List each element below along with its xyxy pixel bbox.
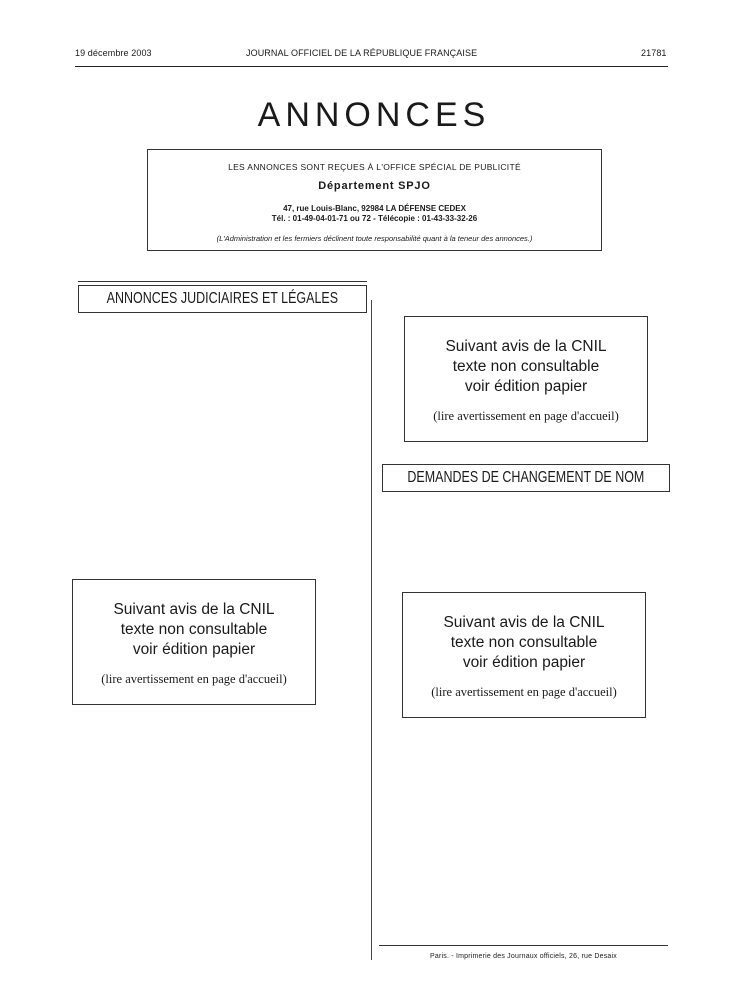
cnil-line1: Suivant avis de la CNIL bbox=[113, 601, 275, 618]
cnil-line1: Suivant avis de la CNIL bbox=[445, 338, 607, 355]
header-journal-title: JOURNAL OFFICIEL DE LA RÉPUBLIQUE FRANÇAISE bbox=[246, 48, 478, 58]
header-page-number: 21781 bbox=[641, 48, 667, 58]
info-line-disclaimer: (L'Administration et les fermiers déclinent toute responsabilité quant à la teneur des annonces.) bbox=[216, 234, 533, 243]
footer-rule bbox=[379, 945, 668, 946]
footer-imprint: Paris. - Imprimerie des Journaux officiels, 26, rue Desaix bbox=[430, 953, 617, 960]
header-rule bbox=[75, 66, 668, 67]
info-line-address: 47, rue Louis-Blanc, 92984 LA DÉFENSE CEDEX bbox=[283, 204, 466, 213]
cnil-notice-box-right-top bbox=[404, 316, 648, 442]
cnil-notice-box-left bbox=[72, 579, 316, 705]
cnil-line2: texte non consultable bbox=[452, 358, 600, 375]
cnil-line4: (lire avertissement en page d'accueil) bbox=[101, 672, 287, 686]
cnil-line1: Suivant avis de la CNIL bbox=[443, 614, 605, 631]
cnil-line4: (lire avertissement en page d'accueil) bbox=[431, 685, 617, 699]
cnil-line3: voir édition papier bbox=[464, 378, 588, 395]
header-date: 19 décembre 2003 bbox=[75, 48, 152, 58]
column-divider bbox=[371, 300, 372, 960]
cnil-line3: voir édition papier bbox=[132, 641, 256, 658]
page-title: ANNONCES bbox=[257, 96, 491, 134]
cnil-notice-box-right-bottom bbox=[402, 592, 646, 718]
cnil-line3: voir édition papier bbox=[462, 654, 586, 671]
cnil-line4: (lire avertissement en page d'accueil) bbox=[433, 409, 619, 423]
section-heading-changement-nom bbox=[382, 464, 670, 492]
info-line-phone: Tél. : 01-49-04-01-71 ou 72 - Télécopie : 01-43-33-32-26 bbox=[271, 214, 478, 223]
info-line-department: Département SPJO bbox=[318, 180, 431, 192]
section-heading-judiciaires bbox=[78, 285, 367, 313]
info-box bbox=[147, 149, 602, 251]
cnil-line2: texte non consultable bbox=[450, 634, 598, 651]
section-heading-changement-nom-label: DEMANDES DE CHANGEMENT DE NOM bbox=[407, 469, 645, 486]
cnil-line2: texte non consultable bbox=[120, 621, 268, 638]
info-line-office: LES ANNONCES SONT REÇUES À L'OFFICE SPÉCIAL DE PUBLICITÉ bbox=[228, 162, 521, 172]
left-column-rule bbox=[78, 281, 367, 282]
section-heading-judiciaires-label: ANNONCES JUDICIAIRES ET LÉGALES bbox=[106, 290, 339, 307]
